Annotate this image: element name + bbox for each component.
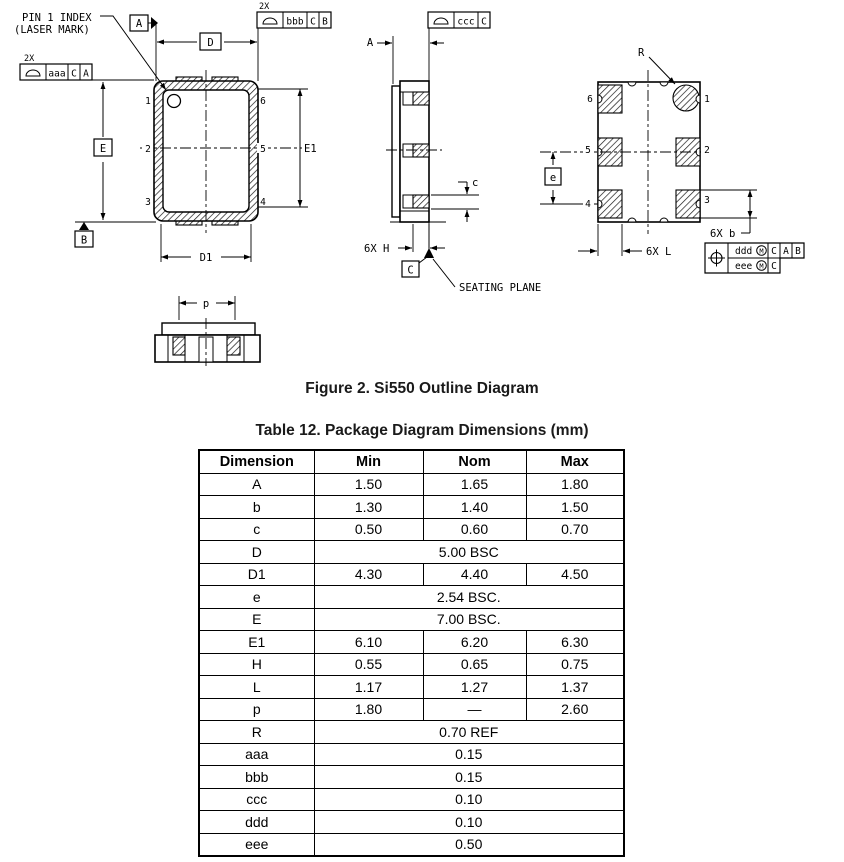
- nom-cell: 0.65: [423, 653, 526, 676]
- max-cell: 1.50: [526, 496, 624, 519]
- dim-label-b: 6X b: [710, 228, 736, 240]
- pin-label: 3: [704, 195, 710, 206]
- dim-label-p: p: [202, 298, 210, 310]
- datum-a-label: A: [135, 18, 143, 30]
- svg-text:M: M: [759, 262, 764, 271]
- qty-2x: 2X: [24, 54, 35, 64]
- qty-2x: 2X: [259, 2, 270, 12]
- datum-c-label: C: [407, 264, 414, 277]
- dimension-cell: ddd: [199, 811, 314, 834]
- table-row: [199, 721, 624, 744]
- nom-cell: 1.65: [423, 473, 526, 496]
- laser-mark-text: (LASER MARK): [14, 24, 90, 36]
- dimension-cell: D: [199, 541, 314, 564]
- max-cell: 0.70: [526, 518, 624, 541]
- dimension-cell: A: [199, 473, 314, 496]
- dimension-cell: bbb: [199, 766, 314, 789]
- svg-text:C: C: [771, 261, 777, 272]
- datum-triangle: [151, 17, 158, 29]
- fcf-aaa: [20, 54, 154, 80]
- table-row: [199, 766, 624, 789]
- nom-cell: —: [423, 698, 526, 721]
- datum-a: [130, 15, 158, 81]
- pin1-index-text: PIN 1 INDEX: [22, 12, 92, 24]
- figure-caption: Figure 2. Si550 Outline Diagram: [305, 380, 539, 397]
- fcf-position: [705, 243, 804, 273]
- span-value-cell: 0.70 REF: [314, 721, 624, 744]
- seating-plane-label: SEATING PLANE: [459, 282, 542, 294]
- dim-p: [179, 296, 235, 320]
- pin-label: 1: [145, 96, 151, 107]
- dim-label-e: e: [549, 172, 557, 184]
- svg-text:B: B: [322, 16, 328, 28]
- pin-label: 1: [704, 94, 710, 105]
- min-cell: 6.10: [314, 631, 423, 654]
- dim-L: [578, 224, 671, 258]
- datum-b-label: B: [80, 234, 88, 247]
- dimension-cell: L: [199, 676, 314, 699]
- table-row: [199, 743, 624, 766]
- pin-label: 5: [585, 145, 591, 156]
- svg-text:M: M: [759, 247, 764, 256]
- tolerance-ccc: ccc: [457, 16, 475, 28]
- dimension-cell: D1: [199, 563, 314, 586]
- table-row: [199, 608, 624, 631]
- table-row: [199, 518, 624, 541]
- dim-label-E: E: [99, 143, 107, 155]
- pin-label: 6: [587, 94, 593, 105]
- side-view: [386, 81, 442, 222]
- span-value-cell: 0.15: [314, 766, 624, 789]
- max-cell: 6.30: [526, 631, 624, 654]
- table-row: [199, 563, 624, 586]
- pin-label: 6: [260, 96, 266, 107]
- svg-text:C: C: [310, 16, 316, 28]
- min-cell: 0.55: [314, 653, 423, 676]
- datum-triangle: [79, 222, 89, 230]
- bottom-view: [540, 70, 714, 234]
- dim-label-L: 6X L: [646, 246, 672, 258]
- min-cell: 1.50: [314, 473, 423, 496]
- lid-profile: [162, 323, 255, 335]
- pin-label: 4: [585, 199, 591, 210]
- dim-H: [364, 224, 445, 255]
- table-row: [199, 473, 624, 496]
- table-row: [199, 631, 624, 654]
- dim-label-D: D: [207, 37, 214, 49]
- dimension-cell: b: [199, 496, 314, 519]
- min-cell: 0.50: [314, 518, 423, 541]
- end-pad: [227, 337, 240, 355]
- table-row: [199, 676, 624, 699]
- tolerance-eee: eee: [735, 261, 753, 272]
- dimension-cell: e: [199, 586, 314, 609]
- max-cell: 4.50: [526, 563, 624, 586]
- svg-text:A: A: [783, 246, 789, 257]
- end-view: [155, 296, 260, 366]
- max-cell: 0.75: [526, 653, 624, 676]
- max-cell: 1.37: [526, 676, 624, 699]
- max-cell: 1.80: [526, 473, 624, 496]
- pin-label: 4: [260, 197, 266, 208]
- dimension-cell: c: [199, 518, 314, 541]
- span-value-cell: 5.00 BSC: [314, 541, 624, 564]
- nom-cell: 4.40: [423, 563, 526, 586]
- datum-triangle: [424, 248, 434, 258]
- span-value-cell: 0.50: [314, 833, 624, 856]
- dimension-cell: R: [199, 721, 314, 744]
- svg-text:C: C: [71, 68, 77, 80]
- dimension-cell: ccc: [199, 788, 314, 811]
- dim-A: [367, 36, 444, 84]
- table-title: Table 12. Package Diagram Dimensions (mm): [255, 422, 589, 439]
- table-row: [199, 833, 624, 856]
- dim-label-H: 6X H: [364, 243, 390, 255]
- table-row: [199, 586, 624, 609]
- dimension-cell: H: [199, 653, 314, 676]
- dim-c: [431, 177, 479, 222]
- dim-D: [157, 33, 257, 50]
- dim-e: [545, 152, 561, 204]
- end-pad: [173, 337, 185, 355]
- dimensions-table: [198, 449, 625, 857]
- max-cell: 2.60: [526, 698, 624, 721]
- dimensions-table-body: [199, 473, 624, 856]
- corner-radius-pad: [673, 85, 699, 111]
- dimension-cell: eee: [199, 833, 314, 856]
- span-value-cell: 7.00 BSC.: [314, 608, 624, 631]
- pin-label: 2: [704, 145, 710, 156]
- pin-label: 3: [145, 197, 151, 208]
- table-row: [199, 541, 624, 564]
- dim-R: [638, 47, 675, 84]
- span-value-cell: 0.15: [314, 743, 624, 766]
- span-value-cell: 0.10: [314, 788, 624, 811]
- dimension-cell: p: [199, 698, 314, 721]
- table-row: [199, 788, 624, 811]
- dim-label-E1: E1: [304, 143, 317, 155]
- dimension-cell: aaa: [199, 743, 314, 766]
- header-dimension: Dimension: [199, 450, 314, 473]
- nom-cell: 1.27: [423, 676, 526, 699]
- dimension-cell: E: [199, 608, 314, 631]
- table-row: [199, 811, 624, 834]
- pin1-laser-mark: [168, 95, 181, 108]
- dimension-cell: E1: [199, 631, 314, 654]
- nom-cell: 6.20: [423, 631, 526, 654]
- table-row: [199, 496, 624, 519]
- tolerance-bbb: bbb: [286, 16, 304, 28]
- fcf-bbb: [257, 2, 331, 81]
- pin-label: 2: [145, 144, 151, 155]
- min-cell: 1.17: [314, 676, 423, 699]
- span-value-cell: 2.54 BSC.: [314, 586, 624, 609]
- table-row: [199, 653, 624, 676]
- nom-cell: 1.40: [423, 496, 526, 519]
- svg-text:C: C: [771, 246, 777, 257]
- span-value-cell: 0.10: [314, 811, 624, 834]
- top-view: [140, 70, 306, 233]
- table-row: [199, 698, 624, 721]
- header-min: Min: [314, 450, 423, 473]
- header-nom: Nom: [423, 450, 526, 473]
- min-cell: 1.30: [314, 496, 423, 519]
- svg-text:C: C: [481, 16, 487, 28]
- dim-label-D1: D1: [199, 252, 213, 264]
- dim-label-R: R: [638, 47, 645, 59]
- datum-b: [75, 222, 93, 247]
- dim-label-c: c: [472, 177, 479, 189]
- svg-text:B: B: [795, 246, 801, 257]
- min-cell: 1.80: [314, 698, 423, 721]
- svg-text:A: A: [83, 68, 89, 80]
- table-header-row: [199, 450, 624, 473]
- pin-label: 5: [260, 144, 266, 155]
- min-cell: 4.30: [314, 563, 423, 586]
- nom-cell: 0.60: [423, 518, 526, 541]
- dim-label-A: A: [366, 37, 374, 49]
- tolerance-aaa: aaa: [48, 68, 66, 80]
- tolerance-ddd: ddd: [735, 246, 753, 257]
- outline-diagram: [0, 0, 844, 376]
- fcf-ccc: [428, 12, 490, 81]
- lid-edge: [392, 86, 400, 217]
- header-max: Max: [526, 450, 624, 473]
